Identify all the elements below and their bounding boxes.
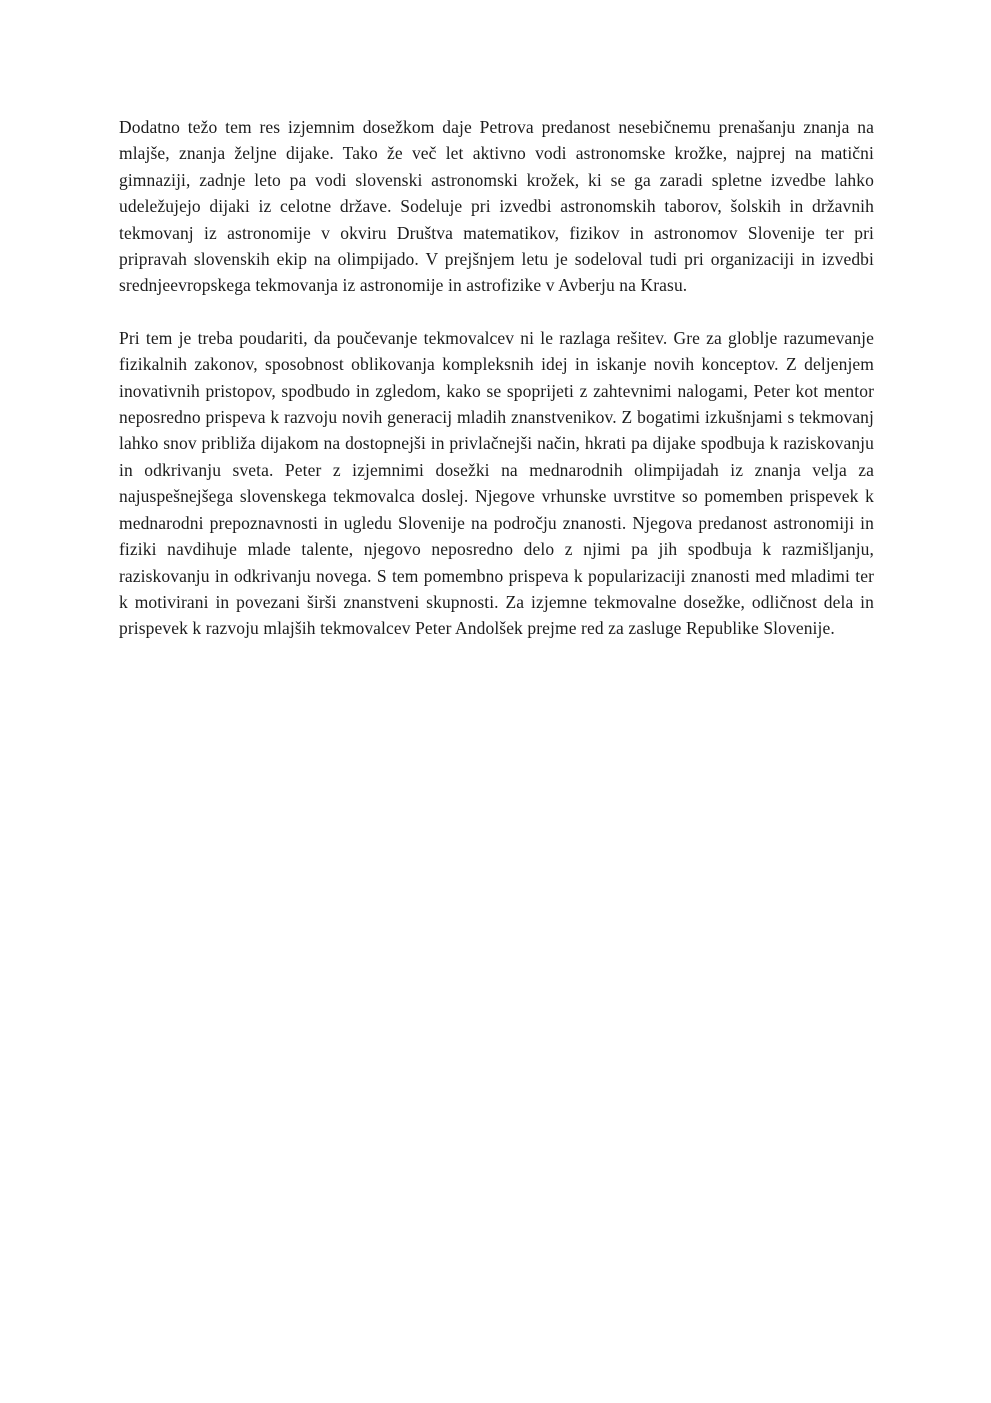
paragraph-1: Dodatno težo tem res izjemnim dosežkom daje Petrova predanost nesebičnemu prenašanju znanja na mlajše, znanja željne dijake. Tako že več let aktivno vodi astronomske krožke, najprej na matični gimnaziji, zadnje leto pa vodi slovenski astronomski krožek, ki se ga zaradi spletne izvedbe lahko udeležujejo dijaki iz celotne države. Sodeluje pri izvedbi astronomskih taborov, šolskih in državnih tekmovanj iz astronomije v okviru Društva matematikov, fizikov in astronomov Slovenije ter pri pripravah slovenskih ekip na olimpijado. V prejšnjem letu je sodeloval tudi pri organizaciji in izvedbi srednjeevropskega tekmovanja iz astronomije in astrofizike v Avberju na Krasu. [119, 117, 874, 296]
document-body [119, 114, 874, 642]
paragraph-2: Pri tem je treba poudariti, da poučevanje tekmovalcev ni le razlaga rešitev. Gre za globlje razumevanje fizikalnih zakonov, sposobnost oblikovanja kompleksnih idej in iskanje novih konceptov. Z deljenjem inovativnih pristopov, spodbudo in zgledom, kako se spoprijeti z zahtevnimi nalogami, Peter kot mentor neposredno prispeva k razvoju novih generacij mladih znanstvenikov. Z bogatimi izkušnjami s tekmovanj lahko snov približa dijakom na dostopnejši in privlačnejši način, hkrati pa dijake spodbuja k raziskovanju in odkrivanju sveta. Peter z izjemnimi dosežki na mednarodnih olimpijadah iz znanja velja za najuspešnejšega slovenskega tekmovalca doslej. Njegove vrhunske uvrstitve so pomemben prispevek k mednarodni prepoznavnosti in ugledu Slovenije na področju znanosti. Njegova predanost astronomiji in fiziki navdihuje mlade talente, njegovo neposredno delo z njimi pa jih spodbuja k razmišljanju, raziskovanju in odkrivanju novega. S tem pomembno prispeva k popularizaciji znanosti med mladimi ter k motivirani in povezani širši znanstveni skupnosti. Za izjemne tekmovalne dosežke, odličnost dela in prispevek k razvoju mlajših tekmovalcev Peter Andolšek prejme red za zasluge Republike Slovenije. [119, 327, 874, 639]
